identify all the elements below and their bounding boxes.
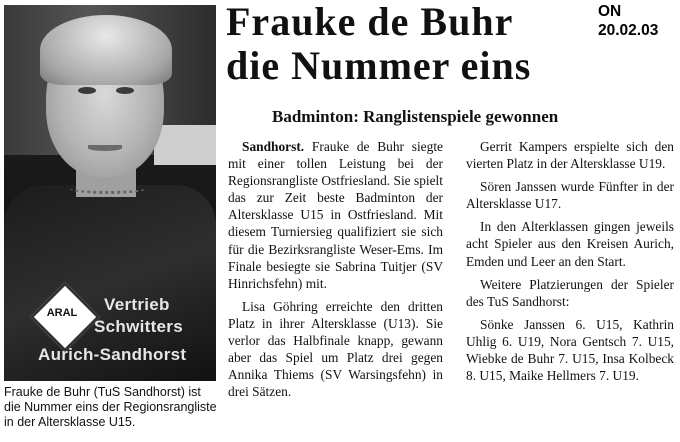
headline-line1: Frauke de Buhr <box>226 0 514 44</box>
shirt-text-line1: Vertrieb <box>104 295 170 314</box>
article-paragraph: Sönke Janssen 6. U15, Kathrin Uhlig 6. U19, Nora Gentsch 7. U15, Wiebke de Buhr 7. U15, Insa Kolbeck 8. U15, Maike Hellmers 7. U19. <box>466 316 674 384</box>
player-hair <box>40 15 172 85</box>
article-paragraph: Gerrit Kampers erspielte sich den vierten Platz in der Altersklasse U19. <box>466 139 674 172</box>
shirt-text-line3: Aurich-Sandhorst <box>38 345 187 364</box>
photo-caption: Frauke de Buhr (TuS Sandhorst) ist die Nummer eins der Regionsrangliste in der Altersklasse U15. <box>4 385 217 429</box>
aral-logo-text: ARAL <box>46 307 78 319</box>
subheadline: Badminton: Ranglistenspiele gewonnen <box>272 107 559 126</box>
source-tag: ON <box>598 3 622 20</box>
article-paragraph: Sören Janssen wurde Fünfter in der Altersklasse U17. <box>466 179 674 212</box>
photo-wall-stripe <box>154 125 216 165</box>
article-column-2 <box>466 138 674 384</box>
headline <box>226 0 531 88</box>
article-paragraph: In den Alterklassen gingen jeweils acht Spieler aus den Kreisen Aurich, Emden und Leer an den Start. <box>466 219 674 269</box>
player-mouth <box>88 145 122 151</box>
player-right-eye <box>116 87 134 94</box>
article-paragraph: Lisa Göhring erreichte den dritten Platz in ihrer Altersklasse (U13). Sie verlor das Halbfinale knapp, gewann aber das Spiel um Platz drei gegen Annika Thiems (SV Warsingsfehn) in drei Sätzen. <box>228 298 443 400</box>
paragraph-text: Frauke de Buhr siegte mit einer tollen Leistung bei der Regionsrangliste Ostfriesland. Sie spielt das zur Zeit beste Badminton der Altersklasse U15 in Ostfriesland. Mit diesem Turniersieg qualifiziert sie sich für die Bezirksrangliste Weser-Ems. Im Finale besiegte sie Sabrina Tuitjer (SV Hinrichsfehn) mit. <box>228 139 443 291</box>
shirt-text-line2: Schwitters <box>94 317 183 336</box>
player-left-eye <box>78 87 96 94</box>
date-tag: 20.02.03 <box>598 22 659 39</box>
article-paragraph: Weitere Platzierungen der Spieler des TuS Sandhorst: <box>466 276 674 309</box>
dateline: Sandhorst. <box>242 139 305 154</box>
article-column-1 <box>228 138 443 400</box>
source-date-tag <box>598 2 658 40</box>
player-necklace <box>70 183 146 194</box>
article-paragraph <box>228 138 443 292</box>
player-photo <box>4 5 216 381</box>
headline-line2: die Nummer eins <box>226 43 532 88</box>
